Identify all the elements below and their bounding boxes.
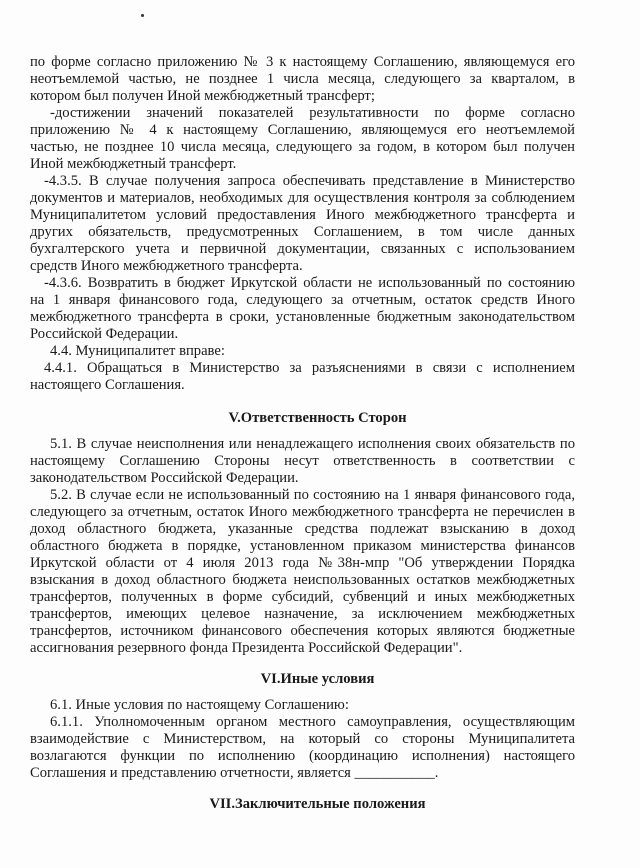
text-line: на 1 января финансового года, следующего за отчетным, остаток средств Иного [30,292,575,308]
text-line: средств Иного межбюджетного трансферта. [30,258,303,274]
text-line: 4.4.1. Обращаться в Министерство за разъяснениями в связи с исполнением [44,360,575,376]
text-line: трансфертов, источником финансового обеспечения которых являются бюджетные [30,623,575,639]
text-line: котором был получен Иной межбюджетный трансферт; [30,88,375,104]
text-line: Муниципалитетом условий предоставления Иного межбюджетного трансферта и [30,207,575,223]
text-line: приложению № 4 к настоящему Соглашению, являющемуся его неотъемлемой [30,122,575,138]
text-line: по форме согласно приложению № 3 к настоящему Соглашению, являющемуся его [30,54,575,70]
text-line: возлагаются функции по исполнению (координацию исполнения) настоящего [30,748,575,764]
text-line: неотъемлемой частью, не позднее 1 числа месяца, следующего за кварталом, в [30,71,575,87]
text-line: 4.4. Муниципалитет вправе: [50,343,225,359]
text-line: -достижении значений показателей результативности по форме согласно [50,105,575,121]
text-line: ассигнования резервного фонда Президента Российской Федерации". [30,640,463,656]
text-line: Иной межбюджетный трансферт. [30,156,237,172]
text-line: трансфертов, полученных в форме субсидий, субвенций и иных межбюджетных [30,589,575,605]
text-line: взаимодействие с Министерством, на который со стороны Муниципалитета [30,731,575,747]
text-line: 5.1. В случае неисполнения или ненадлежащего исполнения своих обязательств по [50,436,575,452]
text-line: -4.3.6. Возвратить в бюджет Иркутской области не использованный по состоянию [44,275,575,291]
text-line: 6.1.1. Уполномоченным органом местного самоуправления, осуществляющим [50,714,575,730]
text-line: взыскания в доход областного бюджета неиспользованных остатков межбюджетных [30,572,575,588]
text-line: областного бюджета в порядке, установленном приказом министерства финансов [30,538,575,554]
text-line: межбюджетного трансферта в сроки, установленные бюджетным законодательством [30,309,575,325]
section-heading: V.Ответственность Сторон [228,410,407,426]
text-line: -4.3.5. В случае получения запроса обеспечивать представление в Министерство [44,173,575,189]
section-heading: VI.Иные условия [260,671,375,687]
text-line: других обязательств, предусмотренных Соглашением, в том числе данных [30,224,575,240]
text-line: Российской Федерации. [30,326,179,342]
text-line: бухгалтерского учета и первичной документации, связанных с использованием [30,241,575,257]
text-line: 6.1. Иные условия по настоящему Соглашению: [50,697,349,713]
text-line: трансфертов, имеющих целевое назначение, за исключением межбюджетных [30,606,575,622]
text-line: законодательством Российской Федерации. [30,470,299,486]
text-line: 5.2. В случае если не использованный по состоянию на 1 января финансового года, [50,487,575,503]
text-line: доход областного бюджета, указанные средства подлежат взысканию в доход [30,521,575,537]
text-line: настоящему Соглашению Стороны несут ответственность в соответствии с [30,453,575,469]
text-line: настоящего Соглашения. [30,377,185,393]
text-line: Иркутской области от 4 июля 2013 года №38н-мпр "Об утверждении Порядка [30,555,575,571]
text-line: документов и материалов, необходимых для осуществления контроля за соблюдением [30,190,575,206]
section-heading: VII.Заключительные положения [209,796,426,812]
text-line: Соглашения и представлению отчетности, является ___________. [30,765,439,781]
text-line: частью, не позднее 10 числа месяца, следующего за годом, в котором был получен [30,139,575,155]
text-line: следующего за отчетным, остаток Иного межбюджетного трансферта не перечислен в [30,504,575,520]
scan-speck [141,14,144,17]
